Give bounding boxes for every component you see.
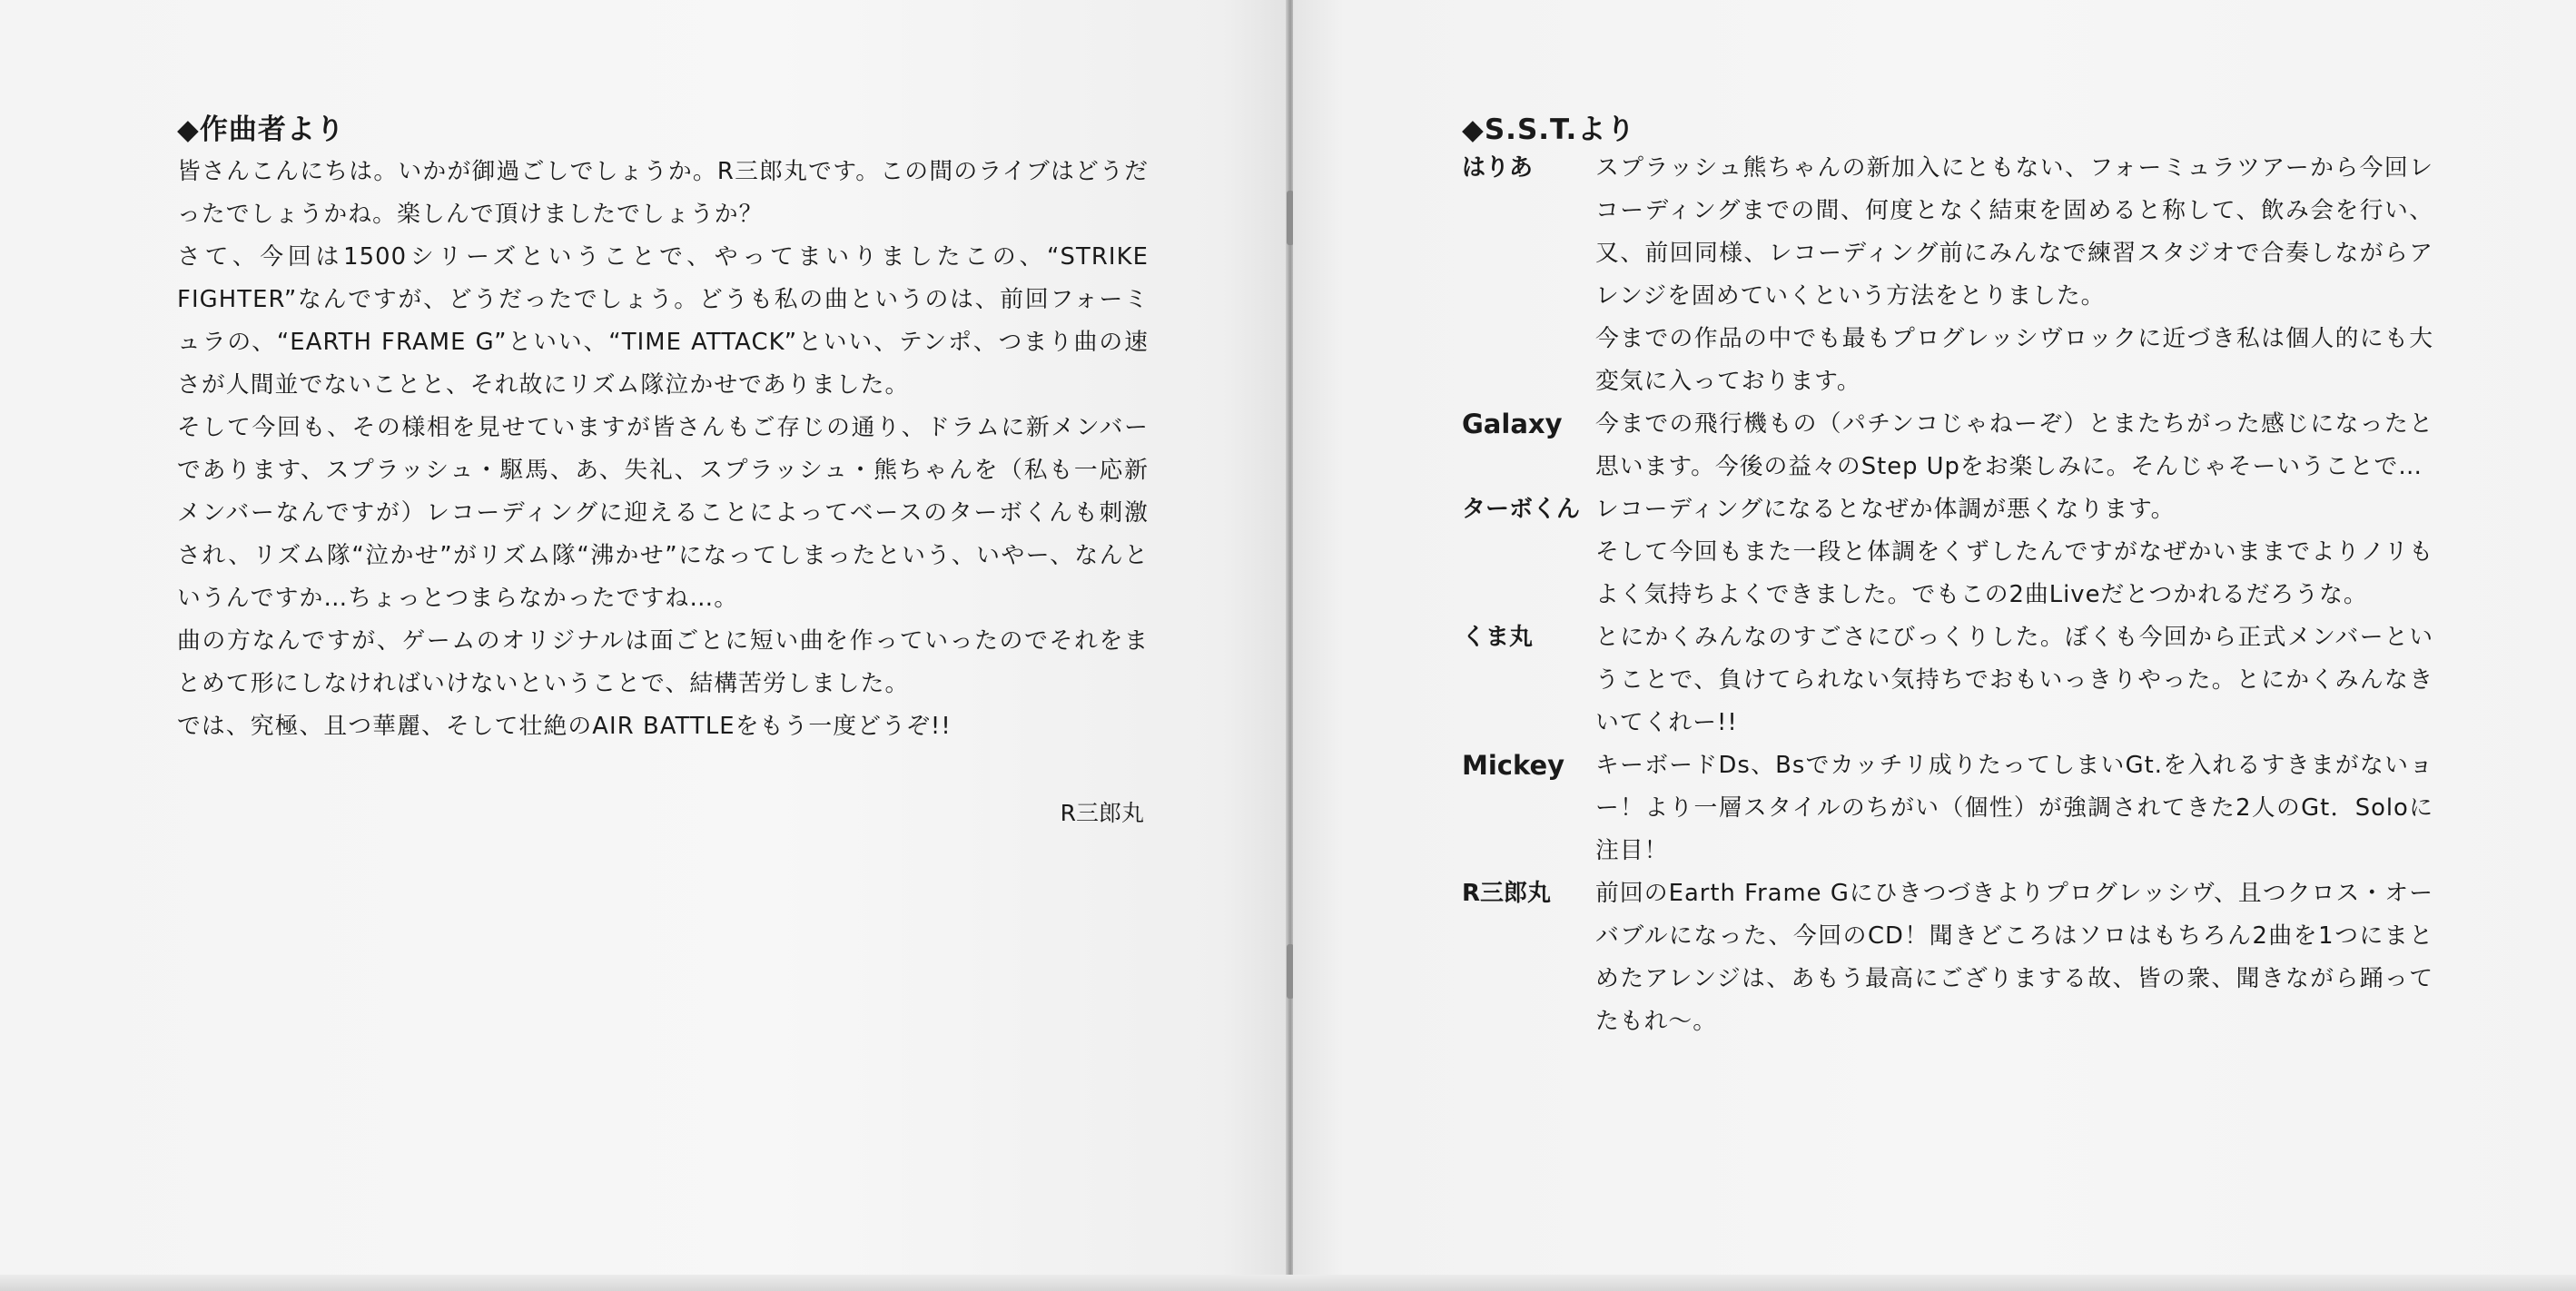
member-paragraph: キーボードDs、Bsでカッチリ成りたってしまいGt.を入れるすきまがないョー！より一層スタイルのちがい（個性）が強調されてきた2人のGt．Soloに注目！	[1595, 752, 2433, 864]
member-paragraph: レコーディングになるとなぜか体調が悪くなります。	[1595, 496, 2176, 523]
member-name: ターボくん	[1462, 496, 1581, 523]
member-name: Galaxy	[1462, 409, 1563, 439]
member-paragraph: 今までの作品の中でも最もプログレッシヴロックに近づき私は個人的にも大変気に入っております。	[1595, 325, 2433, 395]
member-paragraph: そして今回もまた一段と体調をくずしたんですがなぜかいままでよりノリもよく気持ちよくできました。でもこの2曲Liveだとつかれるだろうな。	[1595, 538, 2433, 608]
member-text	[1595, 616, 2433, 744]
composer-heading: ◆作曲者より	[177, 113, 345, 146]
sst-messages	[1462, 147, 2433, 1043]
member-comment-kumamaru	[1462, 616, 2433, 744]
member-paragraph: 今までの飛行機もの（パチンコじゃねーぞ）とまたちがった感じになったと思います。今後の益々のStep Upをお楽しみに。そんじゃそーいうことで…	[1595, 410, 2433, 480]
member-text	[1595, 403, 2433, 488]
member-text	[1595, 872, 2433, 1043]
composer-paragraph: では、究極、且つ華麗、そして壮絶のAIR BATTLEをもう一度どうぞ!!	[177, 713, 952, 740]
member-paragraph: 前回のEarth Frame Gにひきつづきよりプログレッシヴ、且つクロス・オーバブルになった、今回のCD！聞きどころはソロはもちろん2曲を1つにまとめたアレンジは、あもう最高にござりまする故、皆の衆、聞きながら踊ってたもれ〜。	[1595, 880, 2433, 1035]
sst-heading: ◆S.S.T.より	[1462, 113, 1636, 146]
member-text	[1595, 147, 2433, 403]
composer-paragraph: さて、今回は1500シリーズということで、やってまいりましたこの、“STRIKE FIGHTER”なんですが、どうだったでしょう。どうも私の曲というのは、前回フォーミュラの、“EARTH FRAME G”といい、“TIME ATTACK”といい、テンポ、つまり曲の速さが人間並でないことと、それ故にリズム隊泣かせでありました。	[177, 243, 1149, 399]
member-comment-galaxy	[1462, 403, 2433, 488]
member-name: Mickey	[1462, 750, 1565, 781]
member-comment-mickey	[1462, 744, 2433, 872]
page-bottom-edge	[0, 1275, 2576, 1291]
composer-signature: R三郎丸	[1060, 800, 1144, 826]
member-name: くま丸	[1462, 624, 1534, 651]
member-paragraph: とにかくみんなのすごさにびっくりした。ぼくも今回から正式メンバーということで、負けてられない気持ちでおもいっきりやった。とにかくみんなきいてくれー!!	[1595, 624, 2433, 736]
member-comment-r-saburomaru	[1462, 872, 2433, 1043]
member-name: はりあ	[1462, 154, 1534, 182]
member-name: R三郎丸	[1462, 880, 1552, 907]
composer-paragraph: 曲の方なんですが、ゲームのオリジナルは面ごとに短い曲を作っていったのでそれをまとめて形にしなければいけないということで、結構苦労しました。	[177, 627, 1149, 697]
member-text	[1595, 744, 2433, 872]
member-comment-turbo	[1462, 488, 2433, 616]
composer-paragraph: そして今回も、その様相を見せていますが皆さんもご存じの通り、ドラムに新メンバーであります、スプラッシュ・駆馬、あ、失礼、スプラッシュ・熊ちゃんを（私も一応新メンバーなんですが）レコーディングに迎えることによってベースのターボくんも刺激され、リズム隊“泣かせ”がリズム隊“沸かせ”になってしまったという、いやー、なんというんですか…ちょっとつまらなかったですね…。	[177, 414, 1149, 612]
member-paragraph: スプラッシュ熊ちゃんの新加入にともない、フォーミュラツアーから今回レコーディングまでの間、何度となく結束を固めると称して、飲み会を行い、又、前回同様、レコーディング前にみんなで練習スタジオで合奏しながらアレンジを固めていくという方法をとりました。	[1595, 154, 2433, 310]
composer-message	[177, 151, 1149, 748]
member-text	[1595, 488, 2433, 616]
member-comment-haria	[1462, 147, 2433, 403]
composer-paragraph: 皆さんこんにちは。いかが御過ごしでしょうか。R三郎丸です。この間のライブはどうだったでしょうかね。楽しんで頂けましたでしょうか？	[177, 158, 1149, 228]
